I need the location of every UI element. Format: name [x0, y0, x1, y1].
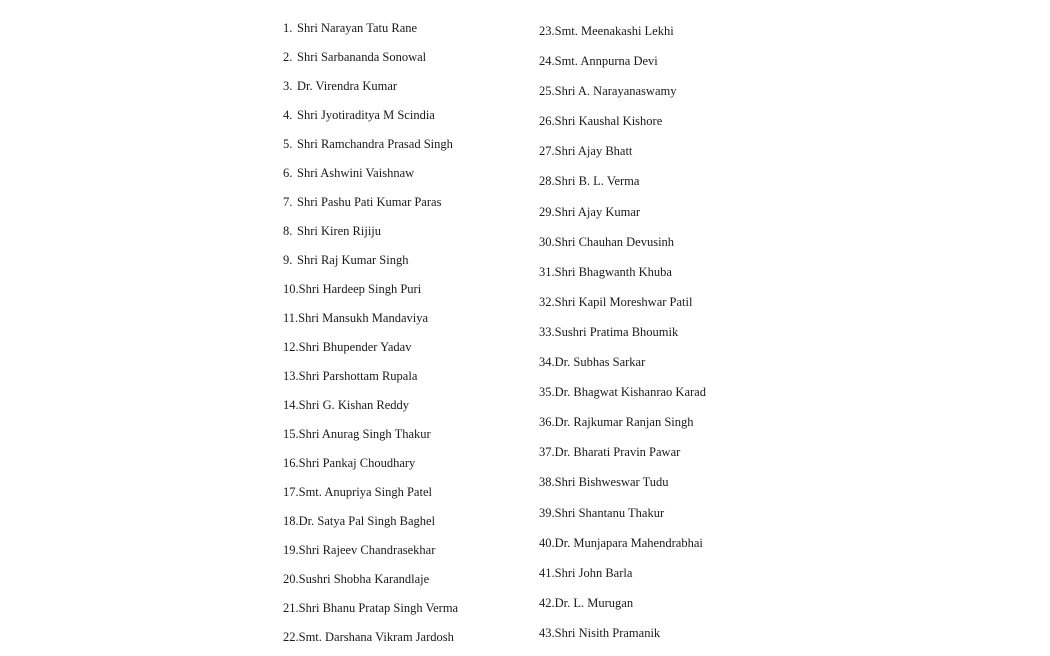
member-name: Dr. Munjapara Mahendrabhai [554, 535, 703, 550]
item-number: 6. [283, 166, 293, 180]
member-name: Shri Parshottam Rupala [298, 369, 418, 383]
item-number: 21. [283, 601, 299, 615]
list-item [539, 412, 706, 442]
member-name: Smt. Anupriya Singh Patel [298, 485, 432, 499]
list-item [539, 382, 706, 412]
member-name: Shri Hardeep Singh Puri [298, 282, 422, 296]
member-name: Dr. L. Murugan [554, 595, 634, 610]
list-item [539, 322, 706, 352]
item-number: 41. [539, 565, 555, 580]
item-number: 39. [539, 505, 555, 520]
list-item [283, 192, 458, 221]
list-item [283, 540, 458, 569]
member-name: Shri Jyotiraditya M Scindia [297, 108, 435, 122]
item-number: 5. [283, 137, 293, 151]
item-number: 13. [283, 369, 299, 383]
item-number: 16. [283, 456, 299, 470]
list-item [283, 18, 458, 47]
member-name: Shri Shantanu Thakur [554, 505, 665, 520]
item-number: 17. [283, 485, 299, 499]
member-name: Shri Mansukh Mandaviya [298, 311, 429, 325]
list-item [539, 111, 706, 141]
member-name: Dr. Satya Pal Singh Baghel [298, 514, 436, 528]
list-item [283, 598, 458, 627]
member-name: Shri Rajeev Chandrasekhar [298, 543, 436, 557]
list-item [283, 308, 458, 337]
item-number: 23. [539, 24, 555, 38]
member-name: Shri Kapil Moreshwar Patil [554, 294, 693, 309]
list-item [539, 503, 706, 533]
list-item [539, 533, 706, 563]
item-number: 4. [283, 108, 293, 122]
list-item [539, 442, 706, 472]
member-name: Sushri Shobha Karandlaje [298, 572, 430, 586]
member-name: Dr. Virendra Kumar [297, 79, 398, 93]
member-name: Shri Anurag Singh Thakur [298, 427, 431, 441]
list-item [283, 250, 458, 279]
member-name: Shri Raj Kumar Singh [297, 253, 409, 267]
member-name: Dr. Bhagwat Kishanrao Karad [554, 385, 706, 400]
member-name: Shri Bhanu Pratap Singh Verma [298, 601, 459, 615]
list-item [539, 171, 706, 201]
list-item [283, 627, 458, 656]
member-name: Shri Ajay Kumar [554, 204, 641, 219]
member-name: Shri Narayan Tatu Rane [297, 21, 418, 35]
member-name: Shri G. Kishan Reddy [298, 398, 410, 412]
item-number: 19. [283, 543, 299, 557]
item-number: 18. [283, 514, 299, 528]
list-item [539, 262, 706, 292]
item-number: 20. [283, 572, 299, 586]
member-name: Shri Ajay Bhatt [554, 144, 633, 159]
item-number: 24. [539, 54, 555, 69]
item-number: 12. [283, 340, 299, 354]
item-number: 34. [539, 355, 555, 370]
list-item [539, 232, 706, 262]
member-name: Shri Ramchandra Prasad Singh [297, 137, 453, 151]
list-item [283, 163, 458, 192]
list-item [283, 279, 458, 308]
list-item [539, 563, 706, 593]
item-number: 43. [539, 625, 555, 640]
item-number: 38. [539, 475, 555, 490]
item-number: 3. [283, 79, 293, 93]
list-item [283, 424, 458, 453]
list-item [539, 141, 706, 171]
member-name: Dr. Rajkumar Ranjan Singh [554, 415, 694, 430]
item-number: 25. [539, 84, 555, 99]
list-item [539, 593, 706, 623]
item-number: 26. [539, 114, 555, 129]
member-name: Shri Pashu Pati Kumar Paras [297, 195, 442, 209]
list-item [283, 76, 458, 105]
member-name: Smt. Meenakashi Lekhi [554, 24, 674, 38]
item-number: 15. [283, 427, 299, 441]
list-item [283, 105, 458, 134]
member-name: Shri John Barla [554, 565, 633, 580]
list-item [539, 292, 706, 322]
item-number: 40. [539, 535, 555, 550]
list-item [283, 511, 458, 540]
item-number: 2. [283, 50, 293, 64]
member-name: Dr. Subhas Sarkar [554, 355, 646, 370]
list-item [539, 472, 706, 502]
item-number: 36. [539, 415, 555, 430]
list-item [283, 395, 458, 424]
list-item [539, 352, 706, 382]
member-name: Sushri Pratima Bhoumik [554, 324, 679, 339]
member-name: Shri Ashwini Vaishnaw [297, 166, 415, 180]
member-name: Shri Kaushal Kishore [554, 114, 663, 129]
item-number: 33. [539, 324, 555, 339]
member-name: Smt. Annpurna Devi [554, 54, 658, 69]
member-name: Shri Bhupender Yadav [298, 340, 412, 354]
list-item [283, 47, 458, 76]
member-name: Dr. Bharati Pravin Pawar [554, 445, 681, 460]
list-item [283, 221, 458, 250]
member-name: Smt. Darshana Vikram Jardosh [298, 630, 454, 644]
item-number: 31. [539, 264, 555, 279]
list-item [283, 366, 458, 395]
list-item [283, 337, 458, 366]
list-item [539, 51, 706, 81]
list-item [283, 453, 458, 482]
member-name: Shri Nisith Pramanik [554, 625, 661, 640]
member-name: Shri Bhagwanth Khuba [554, 264, 672, 279]
member-name: Shri Pankaj Choudhary [298, 456, 416, 470]
list-item [283, 482, 458, 511]
list-item [283, 134, 458, 163]
member-name: Shri Sarbananda Sonowal [297, 50, 427, 64]
list-item [539, 21, 706, 51]
item-number: 22. [283, 630, 299, 644]
list-item [539, 202, 706, 232]
item-number: 28. [539, 174, 555, 189]
item-number: 32. [539, 294, 555, 309]
item-number: 11. [283, 311, 299, 325]
member-name: Shri Bishweswar Tudu [554, 475, 669, 490]
list-item [539, 81, 706, 111]
item-number: 35. [539, 385, 555, 400]
member-name: Shri A. Narayanaswamy [554, 84, 677, 99]
list-item [283, 569, 458, 598]
member-name: Shri Kiren Rijiju [297, 224, 382, 238]
item-number: 7. [283, 195, 293, 209]
item-number: 37. [539, 445, 555, 460]
item-number: 1. [283, 21, 293, 35]
item-number: 14. [283, 398, 299, 412]
member-name: Shri B. L. Verma [554, 174, 640, 189]
item-number: 29. [539, 204, 555, 219]
item-number: 27. [539, 144, 555, 159]
item-number: 42. [539, 595, 555, 610]
item-number: 30. [539, 234, 555, 249]
item-number: 8. [283, 224, 293, 238]
member-name: Shri Chauhan Devusinh [554, 234, 675, 249]
left-name-list [283, 18, 458, 656]
item-number: 10. [283, 282, 299, 296]
right-name-list [539, 21, 706, 653]
list-item [539, 623, 706, 653]
item-number: 9. [283, 253, 293, 267]
